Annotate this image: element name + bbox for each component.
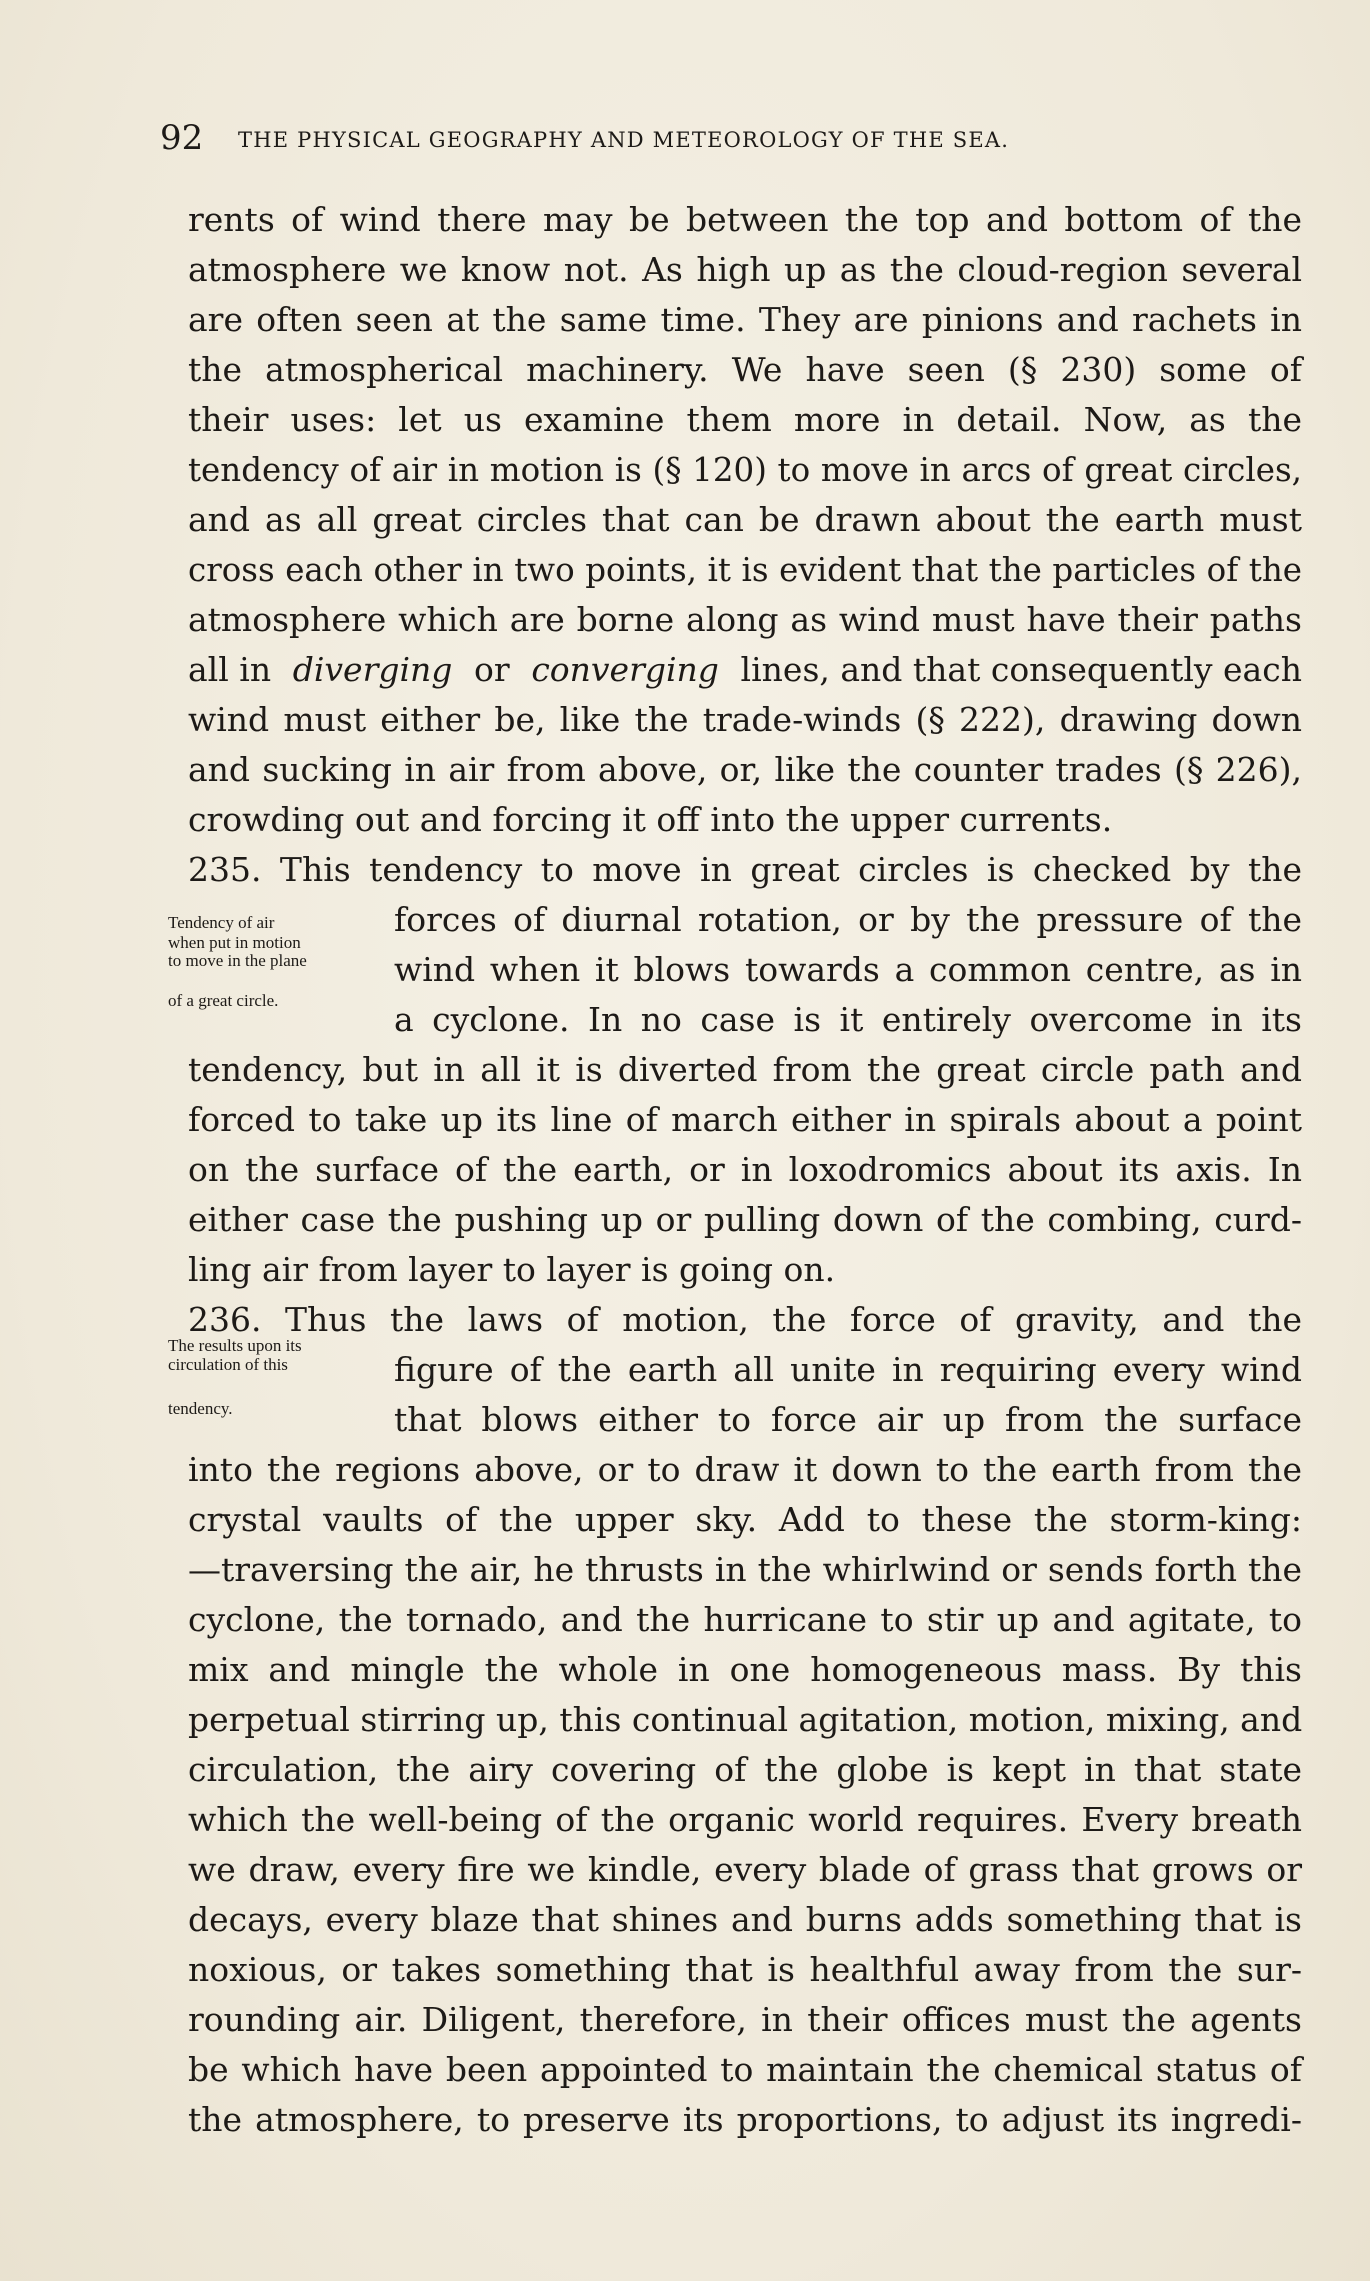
text-fragment: all in	[188, 650, 272, 689]
text-line: wind must either be, like the trade-winds (§ 222), drawing down	[188, 700, 1302, 739]
text-line: into the regions above, or to draw it down to the earth from the	[188, 1450, 1302, 1489]
text-line: that blows either to force air up from the surface	[394, 1400, 1302, 1439]
text-line: either case the pushing up or pulling down of the combing, curd-	[188, 1200, 1302, 1239]
text-line: figure of the earth all unite in requiring every wind	[394, 1350, 1302, 1389]
text-line: rents of wind there may be between the top and bottom of the	[188, 200, 1302, 239]
paragraph-235-start: 235. This tendency to move in great circles is checked by the	[188, 850, 1302, 889]
text-line: wind when it blows towards a common centre, as in	[394, 950, 1302, 989]
paragraph-236-start: 236. Thus the laws of motion, the force of gravity, and the	[188, 1300, 1302, 1339]
sidenote-235-line-1: Tendency of air	[168, 913, 275, 932]
text-fragment: or	[474, 650, 510, 689]
text-line: rounding air. Diligent, therefore, in their offices must the agents	[188, 2000, 1302, 2039]
text-line: —traversing the air, he thrusts in the whirlwind or sends forth the	[188, 1550, 1302, 1589]
text-line: their uses: let us examine them more in detail. Now, as the	[188, 400, 1302, 439]
sidenote-235-line-4: of a great circle.	[168, 991, 279, 1010]
text-line: tendency, but in all it is diverted from the great circle path and	[188, 1050, 1302, 1089]
text-line: circulation, the airy covering of the globe is kept in that state	[188, 1750, 1302, 1789]
text-line: which the well-being of the organic world requires. Every breath	[188, 1800, 1302, 1839]
text-line: decays, every blaze that shines and burns adds something that is	[188, 1900, 1302, 1939]
italic-word-converging: converging	[531, 650, 719, 689]
running-title: THE PHYSICAL GEOGRAPHY AND METEOROLOGY OF THE SEA.	[238, 128, 1010, 152]
text-line: crowding out and forcing it off into the upper currents.	[188, 800, 1113, 839]
text-line: the atmosphere, to preserve its proportions, to adjust its ingredi-	[188, 2100, 1302, 2139]
sidenote-235-line-2: when put in motion	[168, 933, 301, 952]
text-line: on the surface of the earth, or in loxodromics about its axis. In	[188, 1150, 1302, 1189]
text-line: cross each other in two points, it is evident that the particles of the	[188, 551, 1302, 589]
text-line: atmosphere we know not. As high up as the cloud-region several	[188, 250, 1302, 289]
text-line: forces of diurnal rotation, or by the pressure of the	[394, 900, 1302, 939]
page-number: 92	[160, 118, 204, 158]
text-line: we draw, every fire we kindle, every blade of grass that grows or	[188, 1850, 1302, 1889]
text-line: cyclone, the tornado, and the hurricane to stir up and agitate, to	[188, 1600, 1302, 1639]
text-line: noxious, or takes something that is healthful away from the sur-	[188, 1950, 1302, 1989]
text-line: crystal vaults of the upper sky. Add to these the storm-king:	[188, 1500, 1302, 1539]
text-line: the atmospherical machinery. We have seen (§ 230) some of	[188, 350, 1302, 389]
text-line: and sucking in air from above, or, like the counter trades (§ 226),	[188, 750, 1302, 789]
text-line: are often seen at the same time. They are pinions and rachets in	[188, 300, 1302, 339]
text-line: ling air from layer to layer is going on.	[188, 1250, 836, 1289]
text-line: perpetual stirring up, this continual agitation, motion, mixing, and	[188, 1700, 1303, 1739]
text-line: forced to take up its line of march either in spirals about a point	[188, 1100, 1302, 1139]
italic-word-diverging: diverging	[292, 650, 453, 689]
text-line: mix and mingle the whole in one homogeneous mass. By this	[188, 1650, 1302, 1689]
text-line: tendency of air in motion is (§ 120) to move in arcs of great circles,	[188, 451, 1302, 489]
text-line: a cyclone. In no case is it entirely overcome in its	[394, 1000, 1302, 1039]
sidenote-236-line-3: tendency.	[168, 1399, 233, 1418]
sidenote-235-line-3: to move in the plane	[168, 951, 307, 970]
text-line: and as all great circles that can be drawn about the earth must	[188, 500, 1302, 539]
sidenote-236-line-2: circulation of this	[168, 1355, 288, 1374]
text-line: be which have been appointed to maintain the chemical status of	[188, 2050, 1302, 2089]
text-fragment: lines, and that consequently each	[740, 650, 1302, 689]
text-line: atmosphere which are borne along as wind must have their paths	[188, 600, 1302, 639]
text-line-italic	[188, 650, 1302, 690]
running-header	[160, 118, 1240, 162]
sidenote-236-line-1: The results upon its	[168, 1336, 302, 1355]
